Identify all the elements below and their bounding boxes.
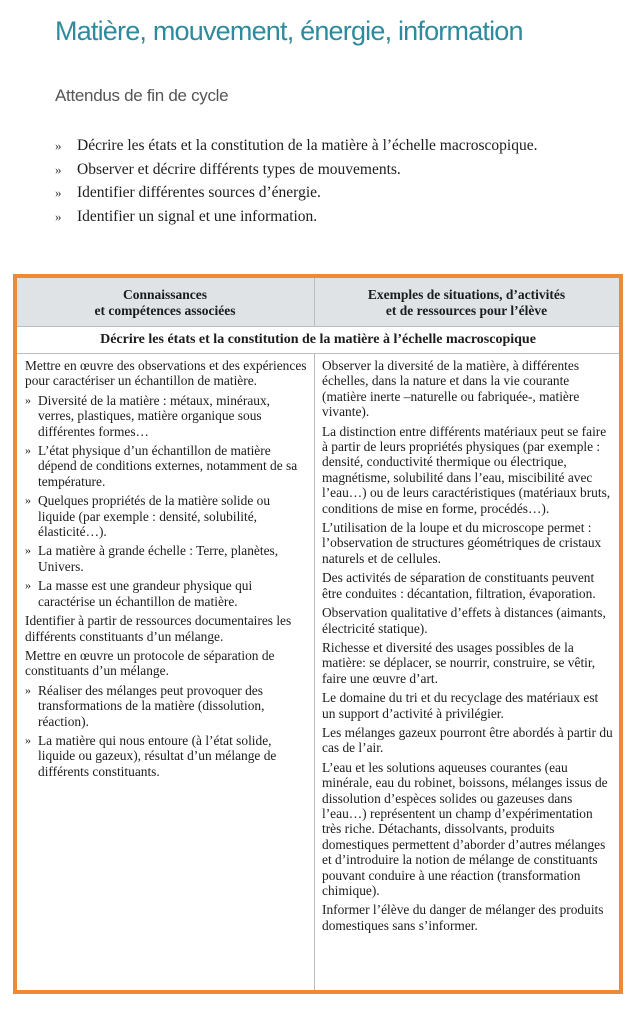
header-knowledge: Connaissances et compétences associées [94, 287, 236, 318]
list-item: » Quelques propriétés de la matière solide ou liquide (par exemple : densité, solubilité, élasticité…). [25, 493, 307, 539]
bullet-marker: » [55, 161, 62, 177]
example-paragraph: Le domaine du tri et du recyclage des matériaux est un support d’activité à privilégier. [322, 690, 599, 721]
example-paragraph: Observer la diversité de la matière, à différentes échelles, dans la nature et dans la vie courante (matière inerte –naturelle ou fabriquée-, matière vivante). [322, 358, 580, 420]
example-paragraph: Les mélanges gazeux pourront être abordés à partir du cas de l’air. [322, 724, 613, 756]
knowledge-list [25, 683, 307, 779]
list-item: » La matière qui nous entoure (à l’état solide, liquide ou gazeux), résultat d’un mélange de différents constituants. [25, 733, 307, 779]
list-item: » La masse est une grandeur physique qui caractérise un échantillon de matière. [25, 578, 307, 609]
example-paragraph: Des activités de séparation de constituants peuvent être conduites : décantation, filtration, évaporation. [322, 570, 596, 601]
knowledge-list [25, 393, 307, 609]
knowledge-paragraph: Identifier à partir de ressources documentaires les différents constituants d’un mélange. [25, 613, 292, 644]
list-item: » Identifier différentes sources d’énergie. [55, 181, 538, 205]
section-title: Décrire les états et la constitution de la matière à l’échelle macroscopique [17, 327, 619, 354]
knowledge-column [25, 358, 307, 783]
page-subtitle: Attendus de fin de cycle [55, 86, 229, 105]
list-item: » L’état physique d’un échantillon de matière dépend de conditions externes, notamment de sa température. [25, 443, 307, 489]
knowledge-paragraph: Mettre en œuvre un protocole de séparation de constituants d’un mélange. [25, 647, 275, 679]
example-paragraph: L’eau et les solutions aqueuses courantes (eau minérale, eau du robinet, boissons, mélanges issus de dissolution d’espèces solides ou gazeuses dans l’eau…) représentent un champ d’expérimentation très riche. Détachants, dissolvants, produits domestiques permettent d’aborder d’autres mélanges et d’introduire la notion de mélange de constituants pouvant conduire à une réaction (transformation chimique). [322, 759, 608, 898]
list-item: » Identifier un signal et une information. [55, 205, 538, 229]
header-examples: Exemples de situations, d’activités et de ressources pour l’élève [367, 287, 566, 318]
list-item: » Décrire les états et la constitution de la matière à l’échelle macroscopique. [55, 134, 538, 158]
examples-column [322, 358, 614, 937]
list-item: » La matière à grande échelle : Terre, planètes, Univers. [25, 543, 307, 574]
list-item: » Réaliser des mélanges peut provoquer des transformations de la matière (dissolution, réaction). [25, 683, 307, 729]
goals-list [55, 134, 538, 228]
table-header [17, 278, 619, 327]
bullet-marker: » [55, 208, 62, 224]
list-item: » Observer et décrire différents types de mouvements. [55, 158, 538, 182]
competences-table [13, 274, 623, 994]
example-paragraph: La distinction entre différents matériaux peut se faire à partir de leurs propriétés physiques (par exemple : densité, conductivité thermique ou électrique, magnétisme, solubilité dans l’eau, miscibilité avec l’eau…) ou de leurs caractéristiques (matériaux bruts, conditions de mise en forme, procédés…). [322, 423, 611, 516]
example-paragraph: Richesse et diversité des usages possibles de la matière: se déplacer, se nourrir, construire, se vêtir, faire une œuvre d’art. [322, 639, 596, 686]
knowledge-intro: Mettre en œuvre des observations et des expériences pour caractériser un échantillon de matière. [25, 358, 307, 389]
header-divider [314, 278, 315, 326]
bullet-marker: » [55, 185, 62, 200]
list-item: » Diversité de la matière : métaux, minéraux, verres, plastiques, matière organique sous différentes formes… [25, 393, 307, 439]
example-paragraph: L’utilisation de la loupe et du microscope permet : l’observation de structures géométriques de cristaux naturels et de cellules. [322, 520, 602, 566]
bullet-marker: » [55, 138, 62, 153]
example-paragraph: Observation qualitative d’effets à distances (aimants, électricité statique). [322, 605, 606, 636]
column-divider [314, 354, 315, 990]
page-title: Matière, mouvement, énergie, information [55, 16, 523, 46]
example-paragraph: Informer l’élève du danger de mélanger des produits domestiques sans s’informer. [322, 902, 604, 933]
